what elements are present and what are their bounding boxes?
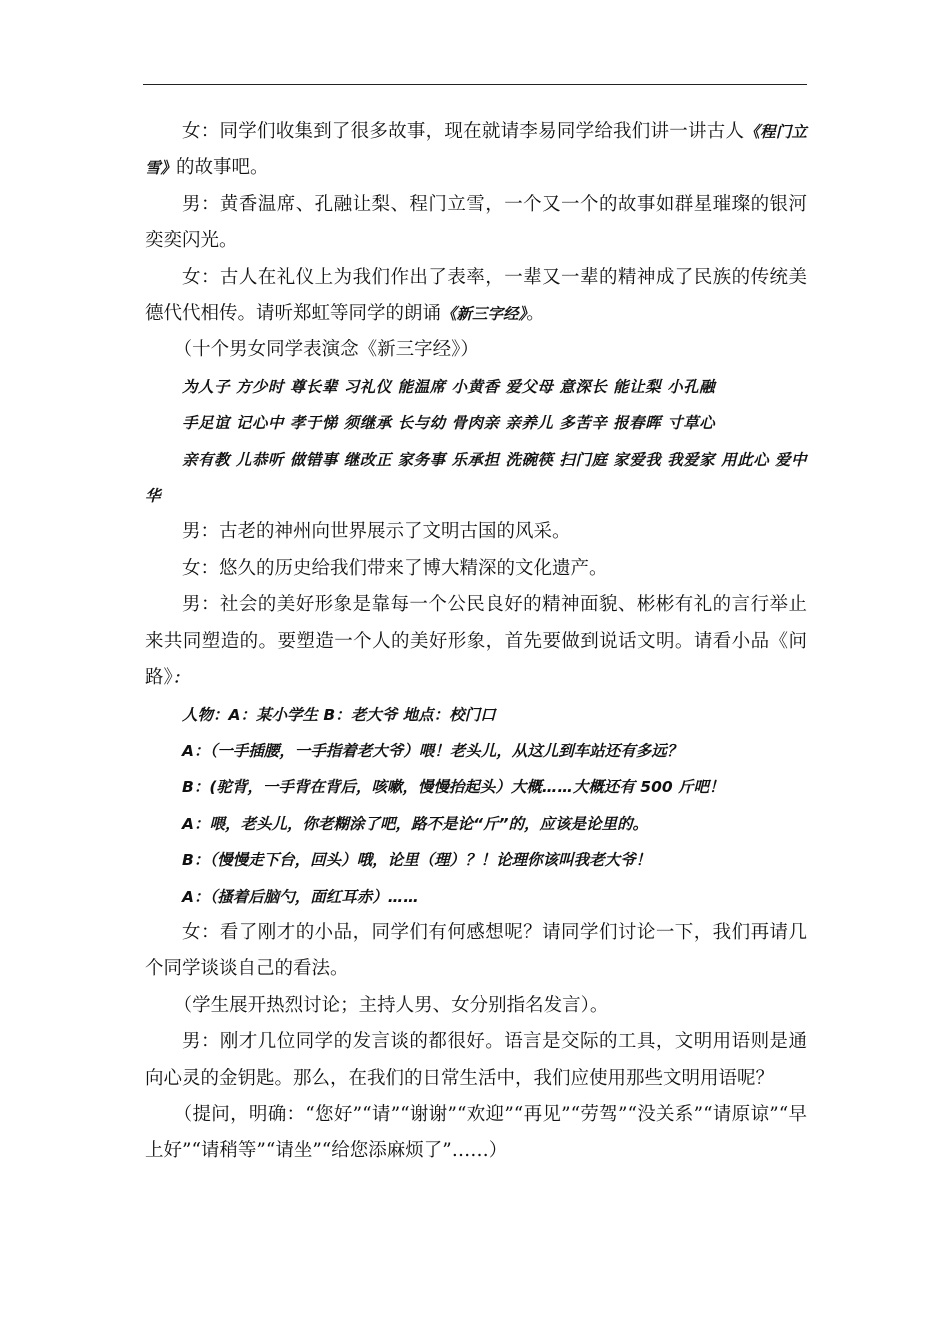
paragraph — [145, 806, 807, 842]
paragraph — [145, 769, 807, 805]
text-run: （十个男女同学表演念《新三字经》） — [173, 339, 479, 361]
paragraph — [145, 587, 807, 696]
emphasis-text: 手足谊 记心中 孝于悌 须继承 长与幼 骨肉亲 亲养儿 多苦辛 报春晖 寸草心 — [182, 414, 716, 433]
verse-line — [145, 405, 807, 441]
emphasis-text: A：喂，老头儿，你老糊涂了吧，路不是论“斤”的，应该是论里的。 — [182, 814, 648, 833]
paragraph — [145, 697, 807, 733]
text-run: 女：同学们收集到了很多故事，现在就请李易同学给我们讲一讲古人 — [182, 121, 745, 142]
stage-direction — [145, 988, 807, 1024]
paragraph — [145, 879, 807, 915]
text-run: 。 — [526, 303, 545, 325]
paragraph — [145, 260, 807, 333]
emphasis-text: 《新三字经》 — [441, 305, 527, 324]
paragraph — [145, 114, 807, 187]
text-run: 男：黄香温席、孔融让梨、程门立雪，一个又一个的故事如群星璀璨的银河奕奕闪光。 — [145, 193, 807, 252]
verse-line — [145, 369, 807, 405]
text-run: （提问，明确：“您好”“请”“谢谢”“欢迎”“再见”“劳驾”“没关系”“请原谅”“早上好”“请稍等”“请坐”“给您添麻烦了”……） — [145, 1103, 807, 1162]
text-run: 男：古老的神州向世界展示了文明古国的风采。 — [182, 521, 571, 543]
stage-direction — [145, 1097, 807, 1170]
emphasis-text: B：（慢慢走下台，回头）哦，论里（理）？！论理你该叫我老大爷！ — [182, 851, 652, 870]
paragraph — [145, 514, 807, 550]
text-run: 的故事吧。 — [176, 157, 269, 179]
emphasis-text: A：（搔着后脑勺，面红耳赤）…… — [182, 887, 419, 906]
emphasis-text: ： — [172, 669, 189, 688]
stage-direction — [145, 332, 807, 368]
document-body — [145, 114, 807, 1170]
paragraph — [145, 1024, 807, 1097]
emphasis-text: 为人子 方少时 尊长辈 习礼仪 能温席 小黄香 爱父母 意深长 能让梨 小孔融 — [182, 377, 716, 396]
paragraph — [145, 842, 807, 878]
emphasis-text: 人物：A：某小学生 B：老大爷 地点：校门口 — [182, 705, 496, 724]
emphasis-text: 《程门立雪》 — [145, 123, 807, 178]
emphasis-text: B：(驼背，一手背在背后，咳嗽，慢慢抬起头）大概……大概还有 500 斤吧！ — [182, 778, 725, 797]
header-rule — [143, 84, 807, 85]
text-run: 女：悠久的历史给我们带来了博大精深的文化遗产。 — [182, 557, 608, 579]
text-run: 女：古人在礼仪上为我们作出了表率，一辈又一辈的精神成了民族的传统美德代代相传。请听郑虹等同学的朗诵 — [145, 266, 807, 325]
paragraph — [145, 733, 807, 769]
paragraph — [145, 915, 807, 988]
verse-line — [145, 442, 807, 515]
emphasis-text: 亲有教 儿恭听 做错事 继改正 家务事 乐承担 洗碗筷 扫门庭 家爱我 我爱家 用此心 爱中华 — [145, 450, 807, 506]
text-run: 女：看了刚才的小品，同学们有何感想呢？请同学们讨论一下，我们再请几个同学谈谈自己的看法。 — [145, 921, 807, 980]
emphasis-text: A：（一手插腰，一手指着老大爷）喂！老头儿，从这儿到车站还有多远？ — [182, 741, 683, 760]
paragraph — [145, 551, 807, 587]
text-run: 男：刚才几位同学的发言谈的都很好。语言是交际的工具，文明用语则是通向心灵的金钥匙。那么，在我们的日常生活中，我们应使用那些文明用语呢？ — [145, 1031, 807, 1089]
text-run: （学生展开热烈讨论；主持人男、女分别指名发言）。 — [173, 994, 609, 1016]
text-run: 男：社会的美好形象是靠每一个公民良好的精神面貌、彬彬有礼的言行举止来共同塑造的。要塑造一个人的美好形象，首先要做到说话文明。请看小品《问路》 — [145, 594, 807, 689]
paragraph — [145, 187, 807, 260]
